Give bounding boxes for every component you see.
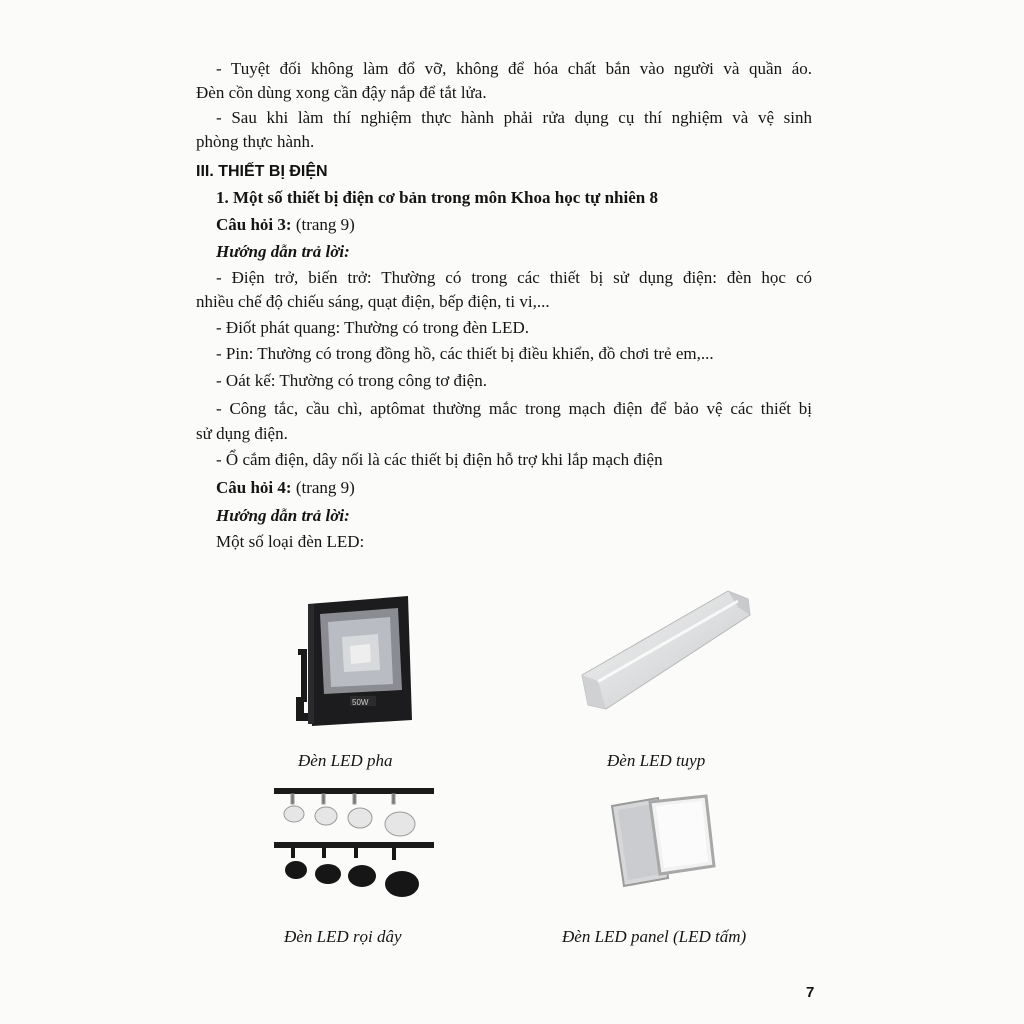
question-label: Câu hỏi 3: bbox=[216, 215, 292, 234]
led-track-light-image bbox=[272, 786, 437, 906]
led-flood-light-image bbox=[290, 592, 420, 732]
led-tube-light-image bbox=[578, 585, 753, 715]
answer-line: nhiều chế độ chiếu sáng, quạt điện, bếp điện, ti vi,... bbox=[196, 292, 550, 311]
led-panel-light-image bbox=[610, 794, 720, 889]
paragraph-line: - Tuyệt đối không làm đổ vỡ, không để hóa chất bắn vào người và quần áo. bbox=[216, 59, 812, 78]
answer-line: - Điốt phát quang: Thường có trong đèn LED. bbox=[216, 318, 529, 337]
figure-caption: Đèn LED panel (LED tấm) bbox=[562, 927, 747, 946]
question-ref: (trang 9) bbox=[291, 215, 355, 234]
question-ref: (trang 9) bbox=[291, 478, 355, 497]
question-label: Câu hỏi 4: bbox=[216, 478, 292, 497]
paragraph-line: Đèn cồn dùng xong cần đậy nắp để tắt lửa. bbox=[196, 83, 487, 102]
question-4-header bbox=[216, 477, 355, 499]
figure-caption: Đèn LED pha bbox=[298, 751, 393, 770]
subsection-heading: 1. Một số thiết bị điện cơ bản trong môn Khoa học tự nhiên 8 bbox=[216, 188, 658, 207]
figure-caption: Đèn LED rọi dây bbox=[284, 927, 402, 946]
answer-guide-heading: Hướng dẫn trả lời: bbox=[216, 242, 350, 261]
wattage-label: 50W bbox=[352, 698, 369, 707]
page-number: 7 bbox=[806, 984, 815, 1001]
figure-caption: Đèn LED tuyp bbox=[607, 751, 706, 770]
answer-line: - Điện trở, biến trở: Thường có trong các thiết bị sử dụng điện: đèn học có bbox=[216, 268, 812, 287]
section-heading: III. THIẾT BỊ ĐIỆN bbox=[196, 163, 328, 180]
answer-line: sử dụng điện. bbox=[196, 424, 288, 443]
answer-intro: Một số loại đèn LED: bbox=[216, 532, 365, 551]
question-3-header bbox=[216, 214, 355, 236]
answer-line: - Pin: Thường có trong đồng hồ, các thiết bị điều khiển, đồ chơi trẻ em,... bbox=[216, 344, 714, 363]
paragraph-line: phòng thực hành. bbox=[196, 132, 315, 151]
paragraph-line: - Sau khi làm thí nghiệm thực hành phải rửa dụng cụ thí nghiệm và vệ sinh bbox=[216, 108, 812, 127]
answer-line: - Ổ cắm điện, dây nối là các thiết bị điện hỗ trợ khi lắp mạch điện bbox=[216, 450, 663, 469]
answer-guide-heading: Hướng dẫn trả lời: bbox=[216, 506, 350, 525]
answer-line: - Oát kế: Thường có trong công tơ điện. bbox=[216, 371, 487, 390]
answer-line: - Công tắc, cầu chì, aptômat thường mắc trong mạch điện để bảo vệ các thiết bị bbox=[216, 399, 812, 418]
